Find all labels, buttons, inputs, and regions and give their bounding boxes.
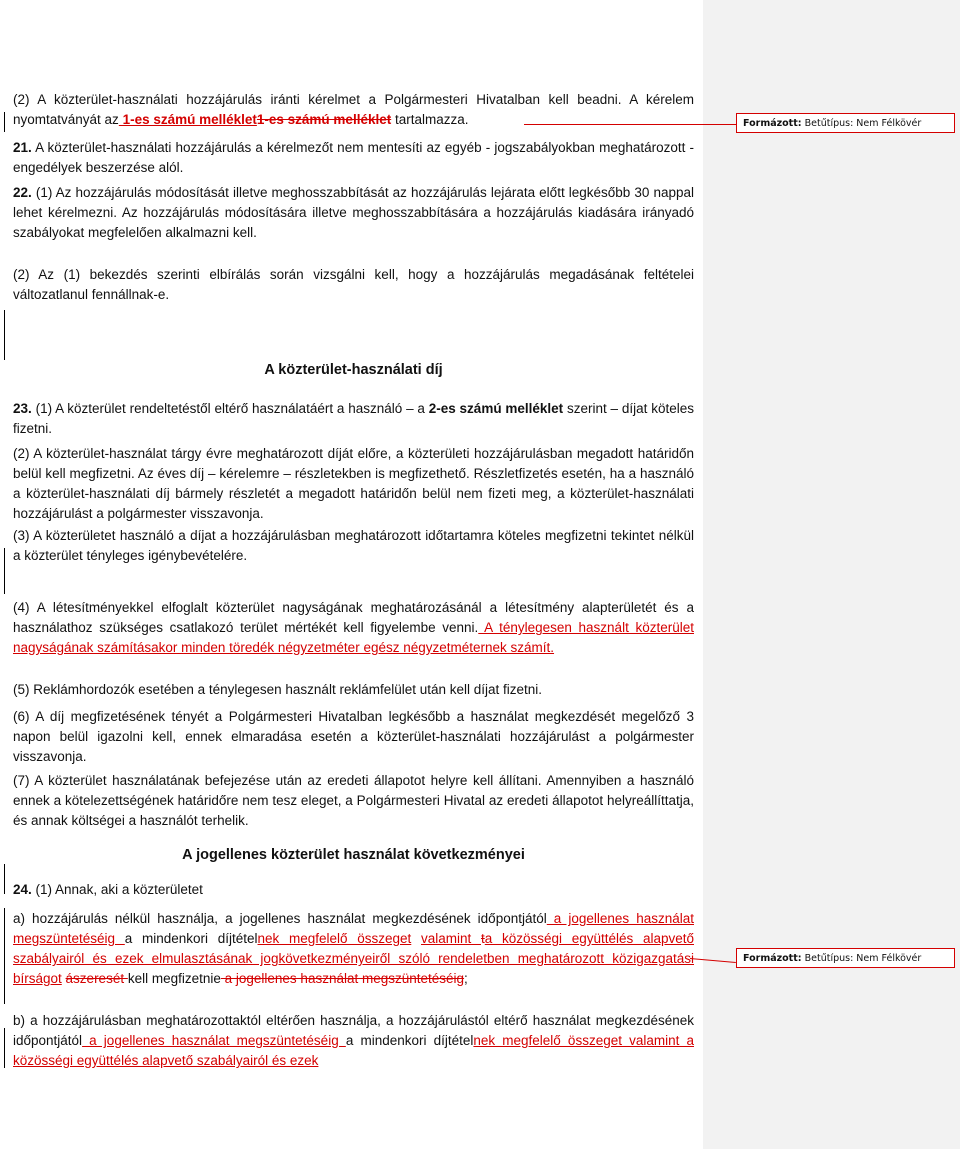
paragraph: (2) A közterület-használat tárgy évre meghatározott díját előre, a közterületi hozzájárulásban megadott határidőn belül kell megfizetni. Az éves díj – kérelemre – részletekben is megfizethető. Részletfizetés esetén, ha a használó a közterület-használati díj bármely részletét a megadott határidőn belül nem fizeti meg, a közterület-használati hozzájárulást a polgármester visszavonja. <box>13 446 694 521</box>
paragraph: 21. A közterület-használati hozzájárulás a kérelmezőt nem mentesíti az egyéb - jogszabályokban meghatározott - engedélyek beszerzése alól. <box>13 140 694 175</box>
comment-margin <box>703 0 960 1149</box>
section-heading: A jogellenes közterület használat következményei <box>182 847 525 863</box>
paragraph: 22. (1) Az hozzájárulás módosítását illetve meghosszabbítását az hozzájárulás lejárata előtt legkésőbb 30 nappal lehet kérelmezni. Az hozzájárulás módosítására illetve meghosszabbítására a hozzájárulás kiadására irányadó szabályokat megfelelően alkalmazni kell. <box>13 185 694 240</box>
change-bar <box>4 548 5 594</box>
paragraph: 24. (1) Annak, aki a közterületet <box>13 882 203 897</box>
paragraph: (5) Reklámhordozók esetében a ténylegesen használt reklámfelület után kell díjat fizetni. <box>13 682 543 697</box>
paragraph: (2) Az (1) bekezdés szerinti elbírálás során vizsgálni kell, hogy a hozzájárulás megadásának feltételei változatlanul fennállnak-e. <box>13 267 694 302</box>
paragraph: (4) A létesítményekkel elfoglalt közterület nagyságának meghatározásánál a létesítmény alapterületét és a használathoz szükséges csatlakozó terület mértékét kell figyelembe venni. A ténylegesen használt közterület nagyságának számításakor minden töredék négyzetméter egész négyzetméternek számít. <box>13 600 694 655</box>
comment-text: Betűtípus: Nem Félkövér <box>804 118 922 129</box>
comment-label: Formázott: <box>743 118 802 129</box>
section-heading: A közterület-használati díj <box>264 362 443 378</box>
change-bar <box>4 310 5 360</box>
paragraph: (3) A közterületet használó a díjat a hozzájárulásban meghatározott időtartamra köteles megfizetni tekintet nélkül a közterület tényleges igénybevételére. <box>13 528 694 563</box>
paragraph: (6) A díj megfizetésének tényét a Polgármesteri Hivatalban legkésőbb a használat megkezdését megelőző 3 napon belül igazolni kell, ennek elmaradása esetén a közterület-használati hozzájárulást a polgármester visszavonja. <box>13 709 694 764</box>
format-comment[interactable] <box>736 948 955 968</box>
paragraph: b) a hozzájárulásban meghatározottaktól eltérően használja, a hozzájárulástól eltérő használat megkezdésének időpontjától a jogellenes használat megszüntetéséig a mindenkori díjtételnek megfelelő összeget valamint a közösségi együttélés alapvető szabályairól és ezek <box>13 1013 694 1068</box>
change-bar <box>4 908 5 1004</box>
change-bar <box>4 112 5 132</box>
paragraph: (7) A közterület használatának befejezése után az eredeti állapotot helyre kell állítani. Amennyiben a használó ennek a kötelezettségének határidőre nem tesz eleget, a Polgármesteri Hivatal az eredeti állapotot helyreállíttatja, és annak költségei a használót terhelik. <box>13 773 694 828</box>
paragraph: (2) A közterület-használati hozzájárulás iránti kérelmet a Polgármesteri Hivatalban kell beadni. A kérelem nyomtatványát az 1-es számú melléklet1-es számú melléklet tartalmazza. <box>13 90 694 139</box>
change-bar <box>4 864 5 894</box>
comment-label: Formázott: <box>743 953 802 964</box>
paragraph: 23. (1) A közterület rendeltetéstől eltérő használatáért a használó – a 2-es számú melléklet szerint – díjat köteles fizetni. <box>13 401 694 436</box>
comment-text: Betűtípus: Nem Félkövér <box>804 953 922 964</box>
paragraph: a) hozzájárulás nélkül használja, a jogellenes használat megkezdésének időpontjától a jogellenes használat megszüntetéséig a mindenkori díjtételnek megfelelő összeget valamint ta közösségi együttélés alapvető szabályairól és ezek elmulasztásának jogkövetkezményeiről szóló rendeletben meghatározott közigazgatási bírságot ászeresét kell megfizetnie a jogellenes használat megszüntetéséig; <box>13 911 694 986</box>
format-comment[interactable] <box>736 113 955 133</box>
change-bar <box>4 1028 5 1068</box>
